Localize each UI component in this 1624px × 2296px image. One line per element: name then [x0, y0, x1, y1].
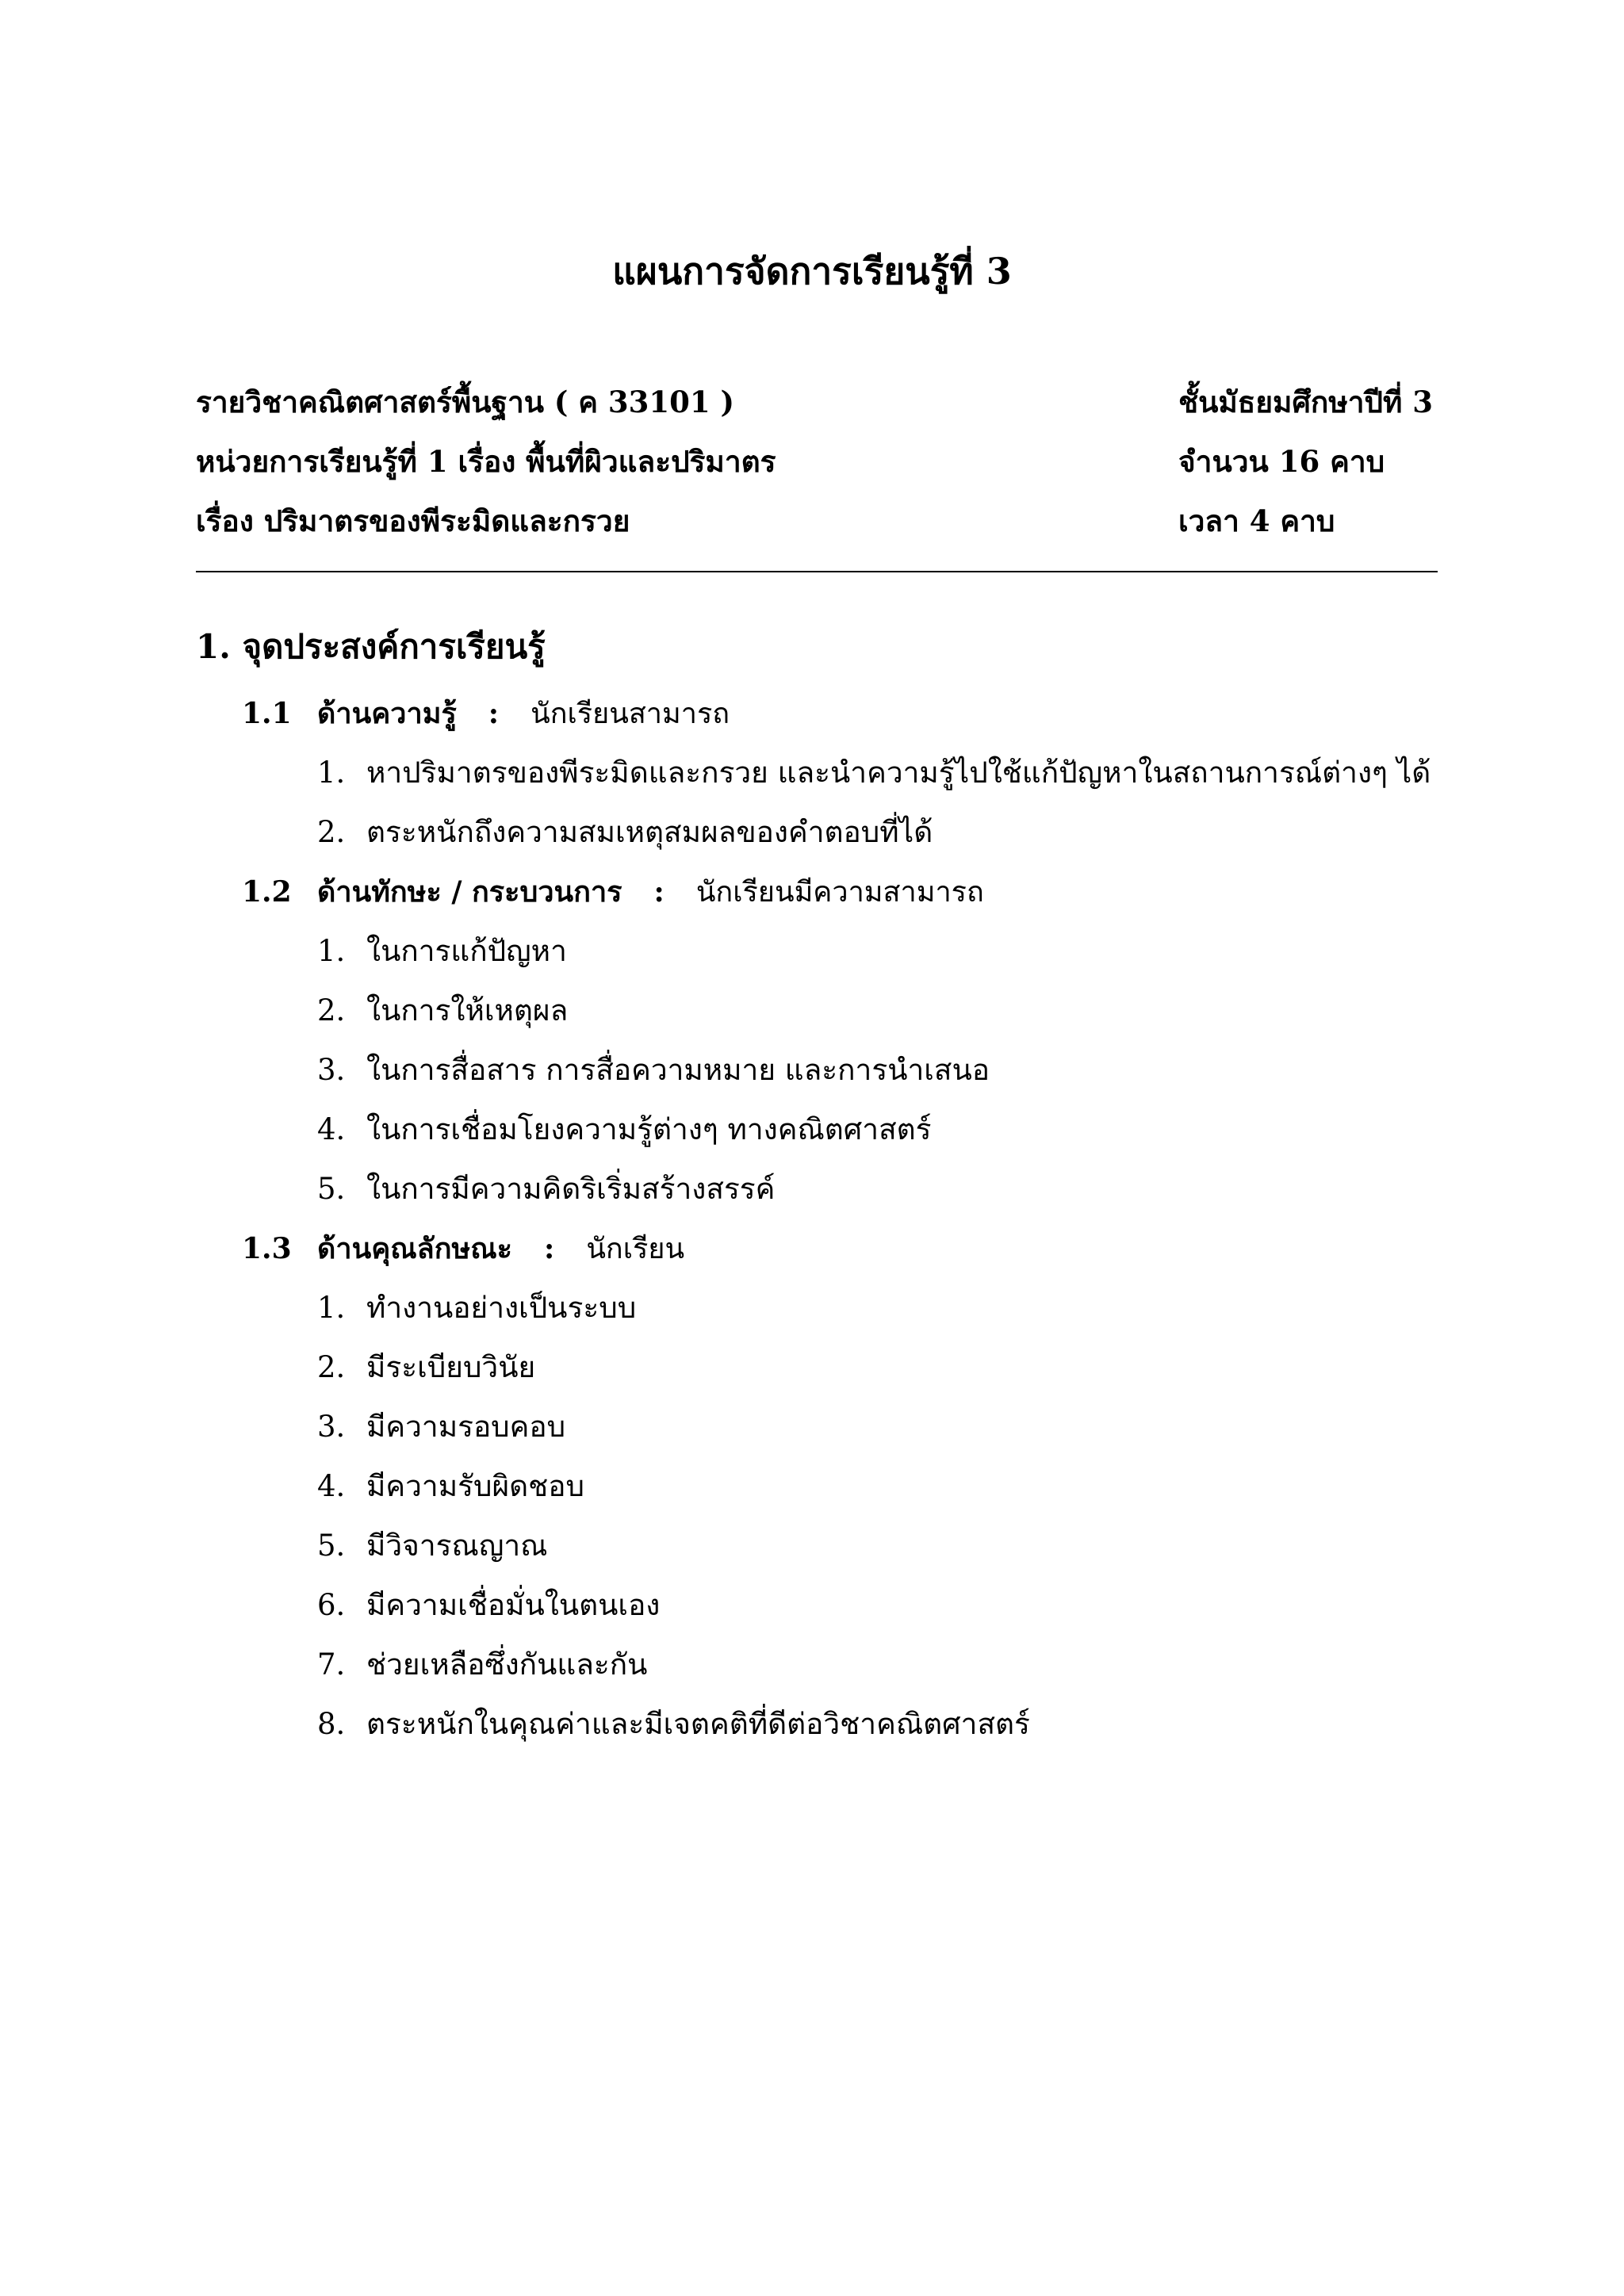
list-item: 2. ในการให้เหตุผล — [317, 993, 569, 1027]
subject-label: รายวิชาคณิตศาสตร์พื้นฐาน ( ค 33101 ) — [196, 385, 735, 419]
list-item: 5. มีวิจารณญาณ — [317, 1529, 548, 1563]
subsection-label: ด้านทักษะ / กระบวนการ — [317, 875, 622, 909]
subsection-colon: : — [653, 875, 665, 909]
list-item: 1. หาปริมาตรของพีระมิดและกรวย และนำความรู้ไปใช้แก้ปัญหาในสถานการณ์ต่างๆ ได้ — [317, 756, 1431, 790]
section-heading: 1. จุดประสงค์การเรียนรู้ — [196, 627, 546, 666]
subsection-number: 1.3 — [242, 1232, 292, 1265]
subsection-number: 1.1 — [242, 697, 292, 730]
list-item: 5. ในการมีความคิดริเริ่มสร้างสรรค์ — [317, 1172, 776, 1206]
subsection-attributes — [242, 1229, 684, 1269]
grade-label: ชั้นมัธยมศึกษาปีที่ 3 — [1178, 385, 1434, 419]
subsection-number: 1.2 — [242, 875, 292, 909]
subsection-knowledge — [242, 694, 730, 734]
list-item: 1. ในการแก้ปัญหา — [317, 934, 567, 968]
subsection-colon: : — [544, 1232, 555, 1265]
page-title: แผนการจัดการเรียนรู้ที่ 3 — [612, 250, 1012, 293]
list-item: 7. ช่วยเหลือซึ่งกันและกัน — [317, 1647, 648, 1682]
unit-label: หน่วยการเรียนรู้ที่ 1 เรื่อง พื้นที่ผิวและปริมาตร — [196, 444, 776, 479]
header-divider — [196, 571, 1438, 572]
subsection-label: ด้านคุณลักษณะ — [317, 1232, 513, 1265]
subsection-text: นักเรียนสามารถ — [530, 698, 730, 730]
topic-label: เรื่อง ปริมาตรของพีระมิดและกรวย — [196, 503, 630, 538]
list-item: 3. มีความรอบคอบ — [317, 1410, 566, 1444]
subsection-label: ด้านความรู้ — [317, 697, 457, 730]
list-item: 8. ตระหนักในคุณค่าและมีเจตคติที่ดีต่อวิชาคณิตศาสตร์ — [317, 1707, 1030, 1741]
subsection-skills — [242, 872, 984, 913]
list-item: 2. มีระเบียบวินัย — [317, 1350, 536, 1384]
list-item: 4. ในการเชื่อมโยงความรู้ต่างๆ ทางคณิตศาสตร์ — [317, 1112, 932, 1146]
time-label: เวลา 4 คาบ — [1178, 503, 1335, 538]
list-item: 2. ตระหนักถึงความสมเหตุสมผลของคำตอบที่ได้ — [317, 815, 933, 849]
list-item: 1. ทำงานอย่างเป็นระบบ — [317, 1291, 637, 1325]
subsection-text: นักเรียน — [586, 1233, 685, 1265]
list-item: 3. ในการสื่อสาร การสื่อความหมาย และการนำเสนอ — [317, 1053, 990, 1087]
list-item: 6. มีความเชื่อมั่นในตนเอง — [317, 1588, 661, 1622]
total-periods-label: จำนวน 16 คาบ — [1178, 444, 1385, 479]
subsection-text: นักเรียนมีความสามารถ — [695, 876, 984, 909]
subsection-colon: : — [488, 697, 500, 730]
list-item: 4. มีความรับผิดชอบ — [317, 1469, 584, 1503]
